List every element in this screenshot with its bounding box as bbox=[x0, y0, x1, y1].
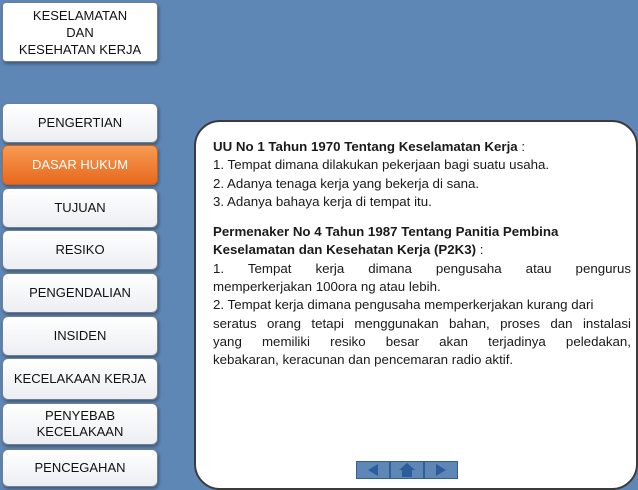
content-text bbox=[213, 138, 631, 370]
law1-title: UU No 1 Tahun 1970 Tentang Keselamatan Kerja bbox=[213, 139, 518, 154]
law2-title-line bbox=[213, 223, 631, 241]
home-icon bbox=[391, 462, 423, 478]
sidebar-item-penyebab-kecelakaan[interactable] bbox=[2, 403, 158, 445]
law2-colon: : bbox=[476, 242, 484, 258]
law2-title-text: Permenaker No 4 Tahun 1987 Tentang Panitia Pembina bbox=[213, 224, 559, 240]
law1-item: 2. Adanya tenaga kerja yang bekerja di sana. bbox=[213, 175, 480, 191]
sidebar-item-tujuan[interactable] bbox=[2, 188, 158, 228]
app-title-line: DAN bbox=[66, 25, 94, 40]
sidebar-item-pengendalian[interactable] bbox=[2, 273, 158, 313]
law2-item-line: memperkerjakan 100ora ng atau lebih. bbox=[213, 279, 441, 295]
app-title-line: KESELAMATAN bbox=[32, 8, 128, 23]
sidebar-item-label: PENYEBAB bbox=[44, 408, 116, 423]
law2-item-line: yang memiliki resiko besar akan terjadinya peledakan, bbox=[213, 333, 631, 349]
law2-item-line: 2. Tempat kerja dimana pengusaha memperkerjakan kurang dari bbox=[213, 297, 594, 313]
law1-colon: : bbox=[517, 139, 526, 154]
law1-item: 1. Tempat dimana dilakukan pekerjaan bagi suatu usaha. bbox=[213, 157, 550, 173]
prev-button[interactable] bbox=[356, 461, 390, 479]
sidebar-item-pengertian[interactable] bbox=[2, 103, 158, 143]
sidebar-item-label: TUJUAN bbox=[54, 200, 106, 215]
law2-title-line bbox=[213, 241, 631, 259]
law1-item: 3. Adanya bahaya kerja di tempat itu. bbox=[213, 193, 432, 209]
sidebar-item-label: PENGERTIAN bbox=[37, 115, 123, 130]
sidebar-item-kecelakaan-kerja[interactable] bbox=[2, 358, 158, 400]
arrow-left-icon bbox=[357, 462, 389, 478]
law2-item-line: seratus orang tetapi menggunakan bahan, proses dan instalasi bbox=[213, 315, 631, 331]
next-button[interactable] bbox=[424, 461, 458, 479]
home-button[interactable] bbox=[390, 461, 424, 479]
sidebar-item-resiko[interactable] bbox=[2, 230, 158, 270]
sidebar-item-insiden[interactable] bbox=[2, 316, 158, 356]
sidebar-item-label: PENGENDALIAN bbox=[29, 285, 131, 300]
app-title-box bbox=[2, 2, 158, 62]
arrow-right-icon bbox=[425, 462, 457, 478]
sidebar-item-label: DASAR HUKUM bbox=[31, 157, 129, 172]
law2-title-text: Keselamatan dan Kesehatan Kerja (P2K3) bbox=[213, 242, 477, 258]
law2-item-line: 1. Tempat kerja dimana pengusaha atau pengurus bbox=[213, 260, 631, 276]
sidebar-item-pencegahan[interactable] bbox=[2, 449, 158, 487]
sidebar-item-label: INSIDEN bbox=[53, 328, 107, 343]
sidebar-item-label: KECELAKAAN KERJA bbox=[13, 371, 147, 386]
sidebar-item-label: KECELAKAAN bbox=[36, 424, 124, 439]
law2-item-line: kebakaran, keracunan dan pencemaran radio aktif. bbox=[213, 352, 514, 368]
app-title-line: KESEHATAN KERJA bbox=[18, 42, 142, 57]
sidebar-item-label: RESIKO bbox=[55, 242, 105, 257]
sidebar-item-dasar-hukum[interactable] bbox=[2, 145, 158, 185]
sidebar-item-label: PENCEGAHAN bbox=[34, 460, 126, 475]
law1-heading bbox=[213, 138, 631, 156]
